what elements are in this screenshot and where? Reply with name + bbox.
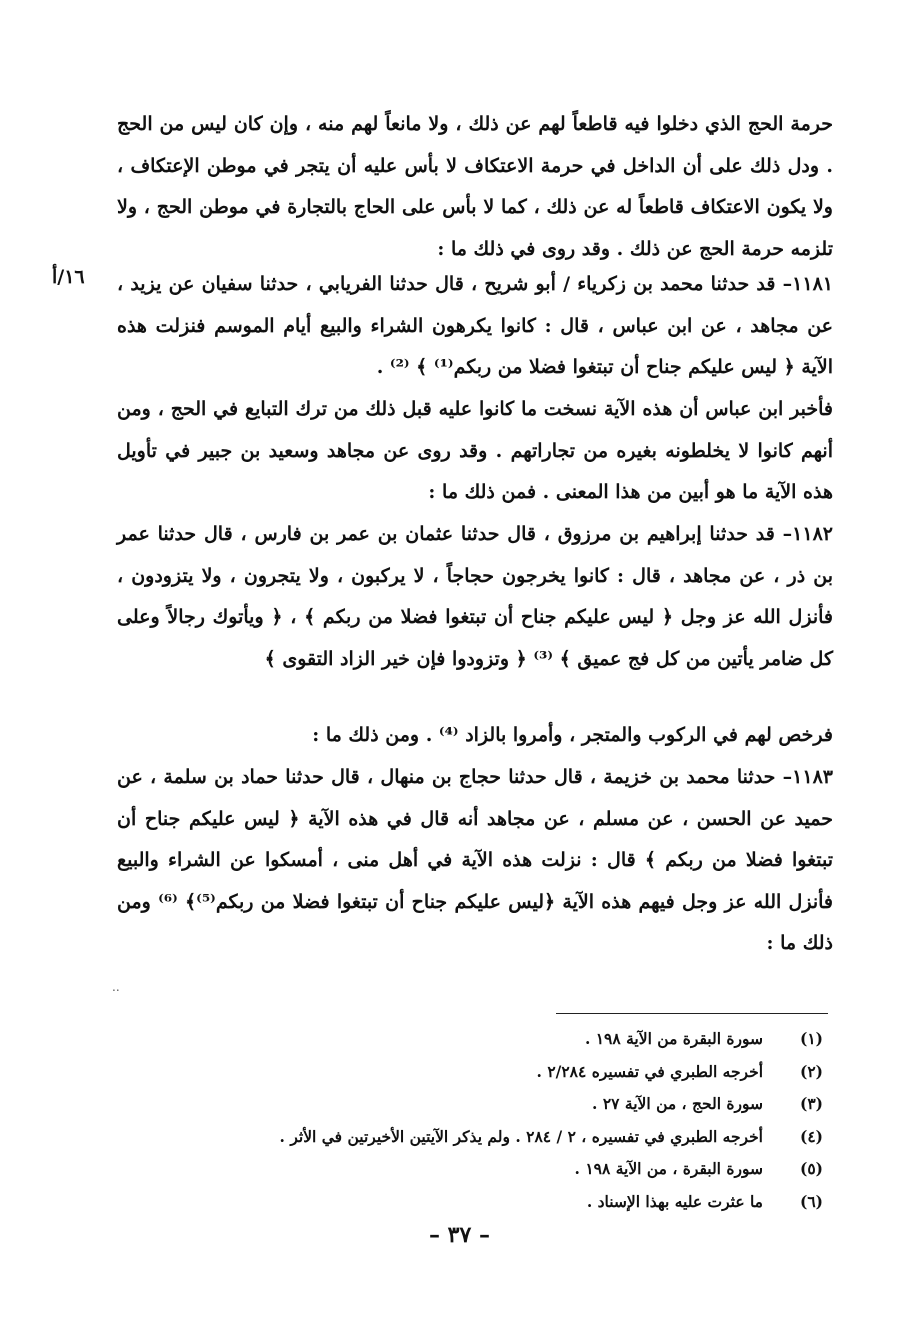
page-number: – ٣٧ –	[429, 1222, 490, 1248]
folio-margin-note: ١٦/أ	[52, 266, 85, 288]
footnote-number: (٣)	[799, 1094, 823, 1113]
footnote-text: سورة الحج ، من الآية ٢٧ .	[592, 1094, 763, 1113]
footnote-text: سورة البقرة من الآية ١٩٨ .	[584, 1029, 763, 1048]
paragraph-1: حرمة الحج الذي دخلوا فيه قاطعاً لهم عن ذلك ، ولا مانعاً لهم منه ، وإن كان ليس من الحج . ودل ذلك على أن الداخل في حرمة الاعتكاف لا بأس عليه أن يتجر في موطن الإعتكاف ، ولا يكون الاعتكاف قاطعاً له عن ذلك ، كما لا بأس على الحاج بالتجارة في موطن الحج ، ولا تلزمه حرمة الحج عن ذلك . وقد روى في ذلك ما :	[117, 113, 833, 260]
paragraph-hadith-1182: ١١٨٢– قد حدثنا إبراهيم بن مرزوق ، قال حدثنا عثمان بن عمر بن فارس ، قال حدثنا عمر بن ذر ، عن مجاهد ، قال : كانوا يخرجون حجاجاً ، لا يركبون ، ولا يتجرون ، ولا يتزودون ، فأنزل الله عز وجل ﴿ ليس عليكم جناح أن تبتغوا فضلا من ربكم ﴾ ، ﴿ ويأتوك رجالاً وعلى كل ضامر يأتين من كل فج عميق ﴾ ⁽³⁾ ﴿ وتزودوا فإن خير الزاد التقوى ﴾	[117, 523, 833, 670]
footnote-2	[280, 1056, 823, 1089]
footnote-number: (٥)	[799, 1159, 823, 1178]
footnote-text: ما عثرت عليه بهذا الإسناد .	[586, 1191, 763, 1211]
footnote-3	[280, 1088, 823, 1121]
footnote-6	[280, 1186, 823, 1219]
footnote-text: أخرجه الطبري في تفسيره ، ٢ / ٢٨٤ . ولم يذكر الآيتين الأخيرتين في الأثر .	[279, 1126, 763, 1146]
footnote-4	[280, 1121, 823, 1154]
footnote-number: (٦)	[799, 1191, 823, 1211]
paragraph-3: فأخبر ابن عباس أن هذه الآية نسخت ما كانوا عليه قبل ذلك من ترك التبايع في الحج ، ومن أنهم كانوا لا يخلطونه بغيره من تجاراتهم . وقد روى عن مجاهد وسعيد بن جبير في تأويل هذه الآية ما هو أبين من هذا المعنى . فمن ذلك ما :	[117, 398, 833, 503]
paragraph-hadith-1181: ١١٨١– قد حدثنا محمد بن زكرياء / أبو شريح ، قال حدثنا الفريابي ، حدثنا سفيان عن يزيد ، عن مجاهد ، عن ابن عباس ، قال : كانوا يكرهون الشراء والبيع أيام الموسم فنزلت هذه الآية ﴿ ليس عليكم جناح أن تبتغوا فضلا من ربكم⁽¹⁾ ﴾ ⁽²⁾ .	[117, 273, 833, 378]
paragraph-5: فرخص لهم في الركوب والمتجر ، وأمروا بالزاد ⁽⁴⁾ . ومن ذلك ما :	[312, 724, 833, 746]
footnotes-list	[280, 1023, 823, 1218]
footnote-text: سورة البقرة ، من الآية ١٩٨ .	[574, 1159, 763, 1178]
footnote-text: أخرجه الطبري في تفسيره ٢/٢٨٤ .	[536, 1061, 763, 1081]
paragraph-hadith-1183: ١١٨٣– حدثنا محمد بن خزيمة ، قال حدثنا حجاج بن منهال ، قال حدثنا حماد بن سلمة ، عن حميد عن الحسن ، عن مسلم ، عن مجاهد أنه قال في هذه الآية ﴿ ليس عليكم جناح أن تبتغوا فضلا من ربكم ﴾ قال : نزلت هذه الآية في أهل منى ، أمسكوا عن الشراء والبيع فأنزل الله عز وجل فيهم هذه الآية ﴿ليس عليكم جناح أن تبتغوا فضلا من ربكم⁽⁵⁾﴾ ⁽⁶⁾ ومن ذلك ما :	[117, 766, 834, 954]
stray-dots: ..	[112, 980, 120, 994]
footnote-5	[280, 1153, 823, 1186]
footnote-number: (١)	[799, 1029, 823, 1048]
footnote-number: (٤)	[799, 1126, 823, 1146]
footnote-1	[280, 1023, 823, 1056]
footnote-separator	[556, 1013, 828, 1014]
footnote-number: (٢)	[799, 1061, 823, 1081]
